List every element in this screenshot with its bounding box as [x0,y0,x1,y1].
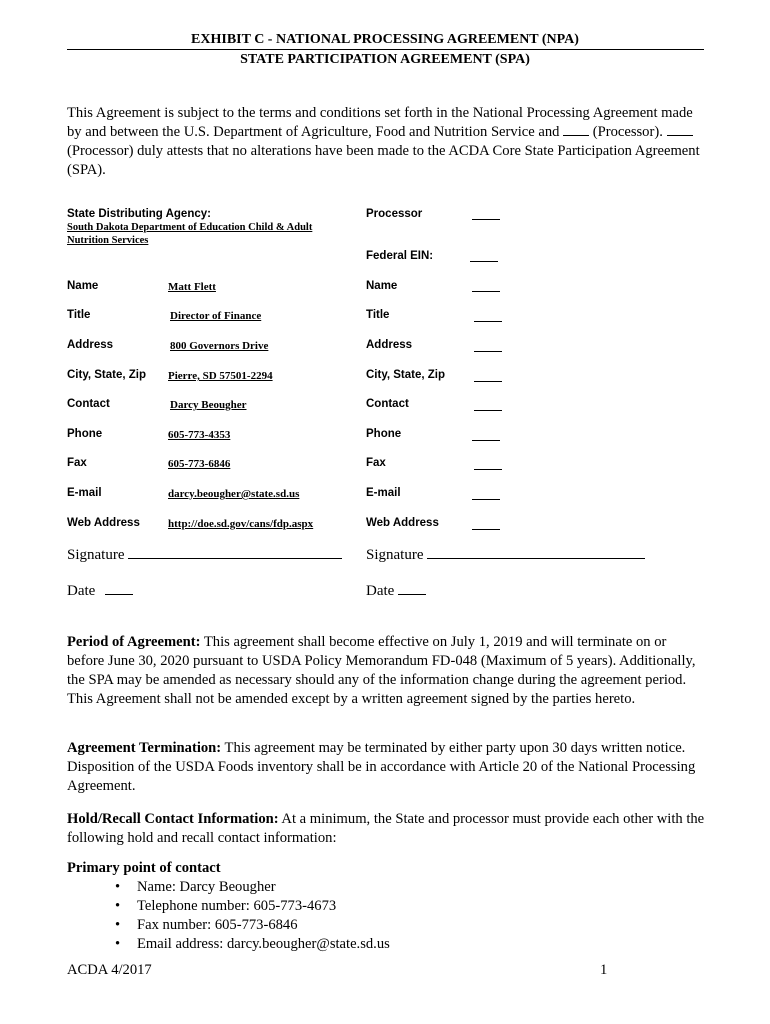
state-agency-name-line2: Nutrition Services [67,235,149,246]
processor-date-line[interactable] [398,582,426,595]
processor-date-label: Date [366,583,395,599]
primary-contact-section [67,859,707,954]
list-item: • Telephone number: 605-773-4673 [115,897,707,916]
federal-ein-blank[interactable] [470,250,498,262]
list-item: • Fax number: 605-773-6846 [115,916,707,935]
processor-signature-row [366,546,645,564]
processor-field-label: Phone [366,428,402,440]
processor-field-blank[interactable] [474,399,502,411]
list-item: • Name: Darcy Beougher [115,878,707,897]
processor-blank[interactable] [472,208,500,220]
termination-paragraph [67,739,707,796]
processor-field-label: Web Address [366,517,439,529]
processor-field-blank[interactable] [472,488,500,500]
state-date-line[interactable] [105,582,133,595]
state-signature-row [67,546,342,564]
processor-signature-line[interactable] [427,546,645,559]
processor-field-blank[interactable] [474,370,502,382]
primary-contact-list [115,878,707,954]
state-field-label: E-mail [67,487,102,499]
state-field-value: darcy.beougher@state.sd.us [168,488,300,500]
period-heading: Period of Agreement: [67,634,201,650]
processor-field-label: Title [366,309,390,321]
state-field-value: Director of Finance [170,310,262,322]
federal-ein-label: Federal EIN: [366,250,434,262]
state-field-value: http://doe.sd.gov/cans/fdp.aspx [168,518,314,530]
processor-date-row [366,582,426,600]
state-agency-name-line1: South Dakota Department of Education Child & Adult [67,222,313,233]
processor-heading: Processor [366,208,423,220]
state-field-value: 605-773-6846 [168,458,231,470]
state-agency-heading: State Distributing Agency: [67,208,211,220]
state-field-label: City, State, Zip [67,369,147,381]
processor-signature-label: Signature [366,547,424,563]
period-of-agreement-paragraph [67,633,707,709]
hold-recall-heading: Hold/Recall Contact Information: [67,811,279,827]
processor-field-blank[interactable] [472,280,500,292]
processor-name-blank-2[interactable] [667,124,693,136]
document-title: EXHIBIT C - NATIONAL PROCESSING AGREEMENT (NPA) [191,32,579,47]
state-field-value: 800 Governors Drive [170,340,269,352]
period-text: This agreement shall become effective on July 1, 2019 and will terminate on or before June 30, 2020 pursuant to USDA Policy Memorandum FD-048 (Maximum of 5 years). Additionally, the SPA may be amended as necessary should any of the information change during the agreement period. This Agreement shall not be amended except by a written agreement signed by the parties hereto. [67,634,696,707]
state-field-label: Address [67,339,114,351]
state-field-label: Fax [67,457,87,469]
state-field-value: Darcy Beougher [170,399,247,411]
processor-field-blank[interactable] [472,518,500,530]
processor-field-label: Address [366,339,413,351]
processor-field-blank[interactable] [474,340,502,352]
state-field-value: Matt Flett [168,281,216,293]
document-subtitle: STATE PARTICIPATION AGREEMENT (SPA) [240,52,530,67]
processor-field-blank[interactable] [472,429,500,441]
primary-contact-heading: Primary point of contact [67,860,221,876]
hold-recall-paragraph [67,810,707,848]
processor-field-blank[interactable] [474,458,502,470]
state-field-label: Web Address [67,517,140,529]
state-field-value: Pierre, SD 57501-2294 [168,370,273,382]
hold-recall-text: At a minimum, the State and processor must provide each other with the following hold and recall contact information: [67,811,705,846]
title-rule [67,49,704,50]
intro-paragraph [67,104,707,180]
state-field-label: Name [67,280,99,292]
processor-field-blank[interactable] [474,310,502,322]
state-field-value: 605-773-4353 [168,429,231,441]
state-field-label: Contact [67,398,110,410]
footer-version: ACDA 4/2017 [67,962,152,978]
processor-field-label: E-mail [366,487,401,499]
state-date-row [67,582,133,600]
processor-field-label: City, State, Zip [366,369,446,381]
state-signature-label: Signature [67,547,125,563]
state-signature-line[interactable] [128,546,342,559]
intro-text-2: (Processor). [589,124,667,140]
processor-field-label: Name [366,280,398,292]
page-number: 1 [600,962,608,978]
list-item: • Email address: darcy.beougher@state.sd.us [115,935,707,954]
state-field-label: Phone [67,428,103,440]
processor-field-label: Contact [366,398,409,410]
state-date-label: Date [67,583,96,599]
termination-heading: Agreement Termination: [67,740,222,756]
intro-text-3: (Processor) duly attests that no alterations have been made to the ACDA Core State Participation Agreement (SPA). [67,143,700,178]
termination-text: This agreement may be terminated by either party upon 30 days written notice. Disposition of the USDA Foods inventory shall be in accordance with Article 20 of the National Processing Agreement. [67,740,696,794]
processor-name-blank[interactable] [563,124,589,136]
intro-text-1: This Agreement is subject to the terms and conditions set forth in the National Processing Agreement made by and between the U.S. Department of Agriculture, Food and Nutrition Service and [67,105,693,140]
state-field-label: Title [67,309,91,321]
processor-field-label: Fax [366,457,386,469]
